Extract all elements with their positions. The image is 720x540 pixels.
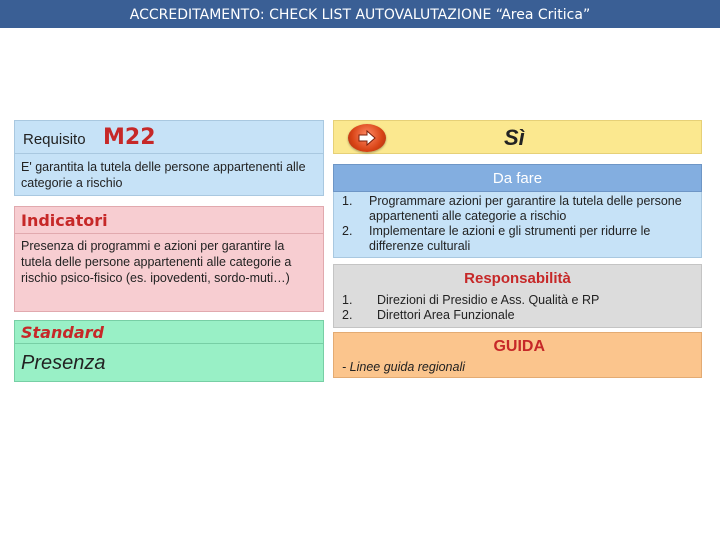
responsabilita-box <box>333 264 702 328</box>
list-item <box>342 194 693 224</box>
requisito-code: M22 <box>103 125 156 150</box>
da-fare-list <box>342 194 693 254</box>
indicatori-title: Indicatori <box>21 211 108 230</box>
responsabilita-title: Responsabilità <box>464 270 571 287</box>
indicatori-body <box>14 234 324 312</box>
responsabilita-list <box>342 293 693 323</box>
da-fare-title: Da fare <box>492 170 543 187</box>
standard-value: Presenza <box>21 352 106 374</box>
list-item-text: Direttori Area Funzionale <box>377 308 515 322</box>
requisito-description: E' garantita la tutela delle persone appartenenti alle categorie a rischio <box>21 160 306 190</box>
list-item-number: 2. <box>342 224 353 238</box>
requisito-label: Requisito <box>23 131 86 148</box>
esito-value: Sì <box>504 125 525 150</box>
list-item-number: 1. <box>342 293 353 307</box>
requisito-box <box>14 120 324 154</box>
list-item-text: Direzioni di Presidio e Ass. Qualità e RP <box>377 293 600 307</box>
list-item-number: 1. <box>342 194 353 208</box>
requisito-description-box <box>14 154 324 196</box>
page-title: ACCREDITAMENTO: CHECK LIST AUTOVALUTAZIONE “Area Critica” <box>0 0 720 28</box>
standard-title: Standard <box>21 323 104 342</box>
da-fare-body <box>333 192 702 258</box>
list-item-number: 2. <box>342 308 353 322</box>
esito-box <box>333 120 702 154</box>
guida-box <box>333 332 702 378</box>
guida-title: GUIDA <box>493 338 545 355</box>
indicatori-header <box>14 206 324 234</box>
da-fare-header <box>333 164 702 192</box>
list-item <box>342 293 693 308</box>
list-item <box>342 308 693 323</box>
list-item <box>342 224 693 254</box>
list-item-text: Programmare azioni per garantire la tutela delle persone appartenenti alle categorie a rischio <box>369 194 682 223</box>
standard-body <box>14 344 324 382</box>
indicatori-text: Presenza di programmi e azioni per garantire la tutela delle persone appartenenti alle categorie a rischio psico-fisico (es. ipovedenti, sordo-muti…) <box>21 239 292 285</box>
guida-item: - Linee guida regionali <box>342 360 466 374</box>
list-item-text: Implementare le azioni e gli strumenti per ridurre le differenze culturali <box>369 224 651 253</box>
standard-header <box>14 320 324 344</box>
arrow-right-icon[interactable] <box>348 124 386 152</box>
